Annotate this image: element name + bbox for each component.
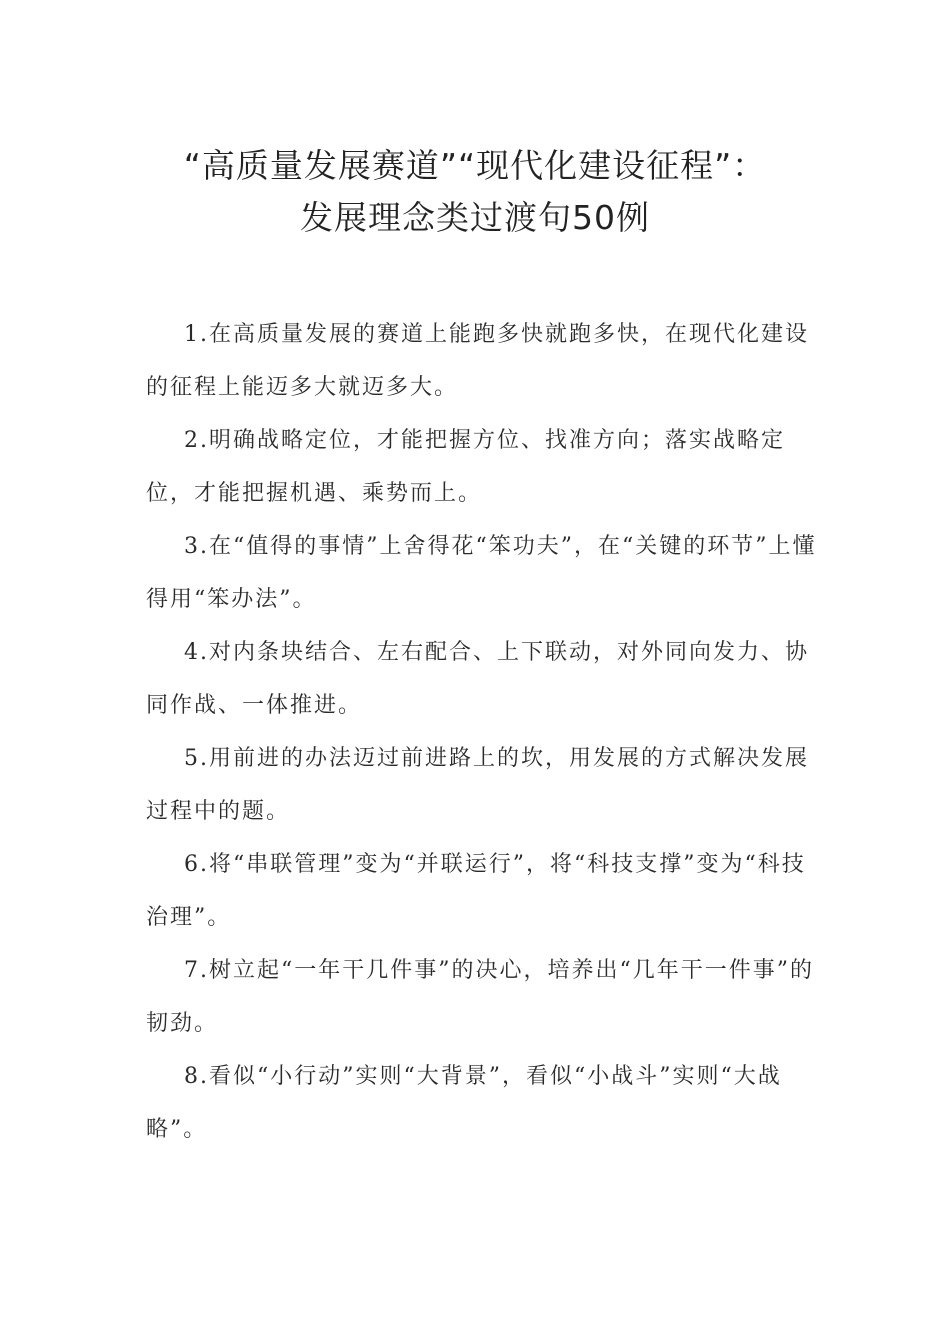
list-item: 3.在“值得的事情”上舍得花“笨功夫”，在“关键的环节”上懂得用“笨办法”。 — [146, 534, 817, 612]
list-item: 2.明确战略定位，才能把握方位、找准方向；落实战略定位，才能把握机遇、乘势而上。 — [146, 428, 785, 506]
list-item: 1.在高质量发展的赛道上能跑多快就跑多快，在现代化建设的征程上能迈多大就迈多大。 — [146, 322, 809, 400]
document-title-line1: “高质量发展赛道”“现代化建设征程”： — [183, 146, 767, 185]
list-item: 4.对内条块结合、左右配合、上下联动，对外同向发力、协同作战、一体推进。 — [146, 640, 809, 718]
list-item: 7.树立起“一年干几件事”的决心，培养出“几年干一件事”的韧劲。 — [146, 958, 814, 1036]
list-item: 6.将“串联管理”变为“并联运行”，将“科技支撑”变为“科技治理”。 — [146, 852, 806, 930]
list-item: 8.看似“小行动”实则“大背景”，看似“小战斗”实则“大战略”。 — [146, 1064, 782, 1142]
document-title-line2: 发展理念类过渡句50例 — [300, 198, 650, 237]
list-item: 5.用前进的办法迈过前进路上的坎，用发展的方式解决发展过程中的题。 — [146, 746, 809, 824]
sentence-list — [146, 308, 818, 1156]
